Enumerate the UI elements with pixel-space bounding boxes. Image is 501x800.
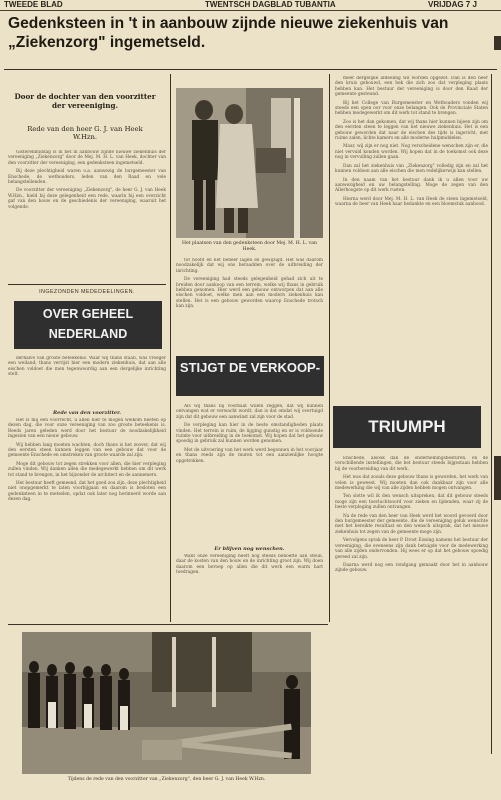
photo-speech-crowd-image: [22, 632, 311, 774]
column-rule-1: [170, 74, 171, 622]
advert-box-label: INGEZONDEN MEDEDEELINGEN.: [39, 289, 135, 295]
masthead-left: TWEEDE BLAD: [4, 0, 63, 9]
masthead: [0, 0, 501, 11]
article-column-1-text-3: Het is mij een voorrecht, u allen hier te mogen welkom heeten op dezen dag, die voor onze vereeniging van zoo groote beteekenis is. Reeds jaren geleden werd door het bestuur de noodzakelijkheid ingezien van een nieuw gebouw. Wij hebben lang moeten wachten, doch thans is het zoover, dat wij den eersten steen kunnen leggen van een gebouw dat voor de gemeente Enschede en omstreken van groote waarde zal zijn. Moge dit gebouw tot zegen strekken voor allen, die hier verpleging zullen vinden. Wij danken allen die medegewerkt hebben om dit werk tot stand te brengen, in het bijzonder de architect en de aannemers. Het bestuur heeft gemeend, dat het goed zou zijn, deze plechtigheid niet onopgemerkt te laten voorbijgaan en daarom is besloten een gedenksteen in te metselen, opdat ook later nog herinnerd worde aan dezen dag.: [8, 418, 166, 503]
headline-rule: [4, 69, 497, 70]
photo-laying-stone-image: [176, 88, 323, 238]
photo-speech-crowd: [22, 632, 311, 774]
photo-speech-crowd-caption: Tijdens de rede van den voorzitter van „Ziekenzorg", den heer G. J. van Heek W.Hzn.: [67, 777, 266, 782]
photo-laying-stone-caption: Het plaatsen van den gedenksteen door Mej. M. H. L. van Heek.: [182, 241, 317, 252]
article-column-1-text: Gisterenmiddag is in het in aanbouw zijnde nieuwe ziekenhuis der vereeniging „Ziekenzorg" door de Mej. M. H. L. van Heek, dochter van den voorzitter der vereeniging, een gedenksteen ingemetseld. Bij deze plechtigheid waren o.a. aanwezig de burgemeester van Enschede, de wethouders, leden van den Raad en vele belangstellenden. De voorzitter der vereeniging „Ziekenzorg", de heer G. J. van Heek W.Hzn., hield bij deze gelegenheid een rede, waarin hij een overzicht gaf van den bouw en de geschiedenis der vereeniging, waaruit het volgende.: [8, 150, 166, 210]
masthead-center: TWENTSCH DAGBLAD TUBANTIA: [205, 0, 336, 9]
article-column-1-text-2: derhalve van groote beteekenis. Waar wij thans staan, was vroeger een weiland; thans verrijst hier een modern ziekenhuis, dat aan alle eischen voldoet die men tegenwoordig aan een dergelijke inrichting stelt.: [8, 356, 166, 378]
section-heading-woorden: Er blijven nog wenschen.: [214, 546, 285, 552]
article-column-2-text-2: Als wij thans bij voorbaat willen zeggen, dat wij kunnen ontvangen wat er verwacht wordt, dan is dat omdat wij overtuigd zijn dat dit gebouw een aanwinst zal zijn voor de stad. De verpleging kan hier in de beste omstandigheden plaats vinden. Het terrein is ruim, de ligging gunstig en er is voldoende ruimte voor uitbreiding in de toekomst. Wij hopen dat het gebouw spoedig in gebruik zal kunnen worden genomen. Met de uitvoering van het werk werd begonnen in het voorjaar en thans reeds zijn de muren tot een aanzienlijke hoogte opgetrokken.: [176, 404, 323, 464]
advert-over-geheel-nederland: OVER GEHEEL NEDERLAND: [14, 301, 162, 349]
advert-triumph: TRIUMPH: [333, 406, 481, 448]
column-rule-3: [491, 74, 492, 754]
next-column-fragment: [494, 36, 501, 50]
article-column-3-text: meer dergelijke afdeeling wil worden opgezet. Dan is den heer den kruis gebouwd, een hek die zich zoo dat verpleging plaats hebben kan. Het bestuur der vereeniging is door den Raad der gemeente gesteund. Bij het College van Burgemeester en Wethouders vonden wij steeds een open oor voor onze belangen. Ook de Provinciale Staten hebben medegewerkt om dit werk tot stand te brengen. Zoo is het dan gekomen, dat wij thans hier kunnen bijeen zijn om den eersten steen te leggen van het nieuwe ziekenhuis. Het is een gebouw geworden dat naar de eischen des tijds is ingericht, met ruime zalen, lichte kamers en alle moderne hulpmiddelen. Maar, wij zijn er nog niet. Nog verscheidene wenschen zijn er, die niet vervuld konden worden. Wij hopen dat in de toekomst ook deze nog in vervulling zullen gaan. Dan zal het ziekenhuis van „Ziekenzorg" volledig zijn en zal het kunnen voldoen aan alle eischen die men redelijkerwijs kan stellen. In den naam van het bestuur dank ik u allen voor uw aanwezigheid en uw belangstelling. Moge de zegen van den Allerhoogste op dit werk rusten. Hierna werd door Mej. M. H. L. van Heek de steen ingemetseld, waarna de heer van Heek haar bedankte en een bloemstuk aanbood.: [335, 76, 488, 208]
article-subhead: Door de dochter van den voorzitter der vereeniging.: [14, 92, 156, 110]
photo-bottom-rule: [8, 624, 328, 625]
box-rule-top: [8, 284, 166, 285]
article-byline: Rede van den heer G. J. van Heek W.Hzn.: [27, 125, 143, 142]
photo-laying-stone: [176, 88, 323, 238]
advert-stijgt-de-verkoop: STIJGT DE VERKOOP-: [176, 356, 324, 396]
column-rule-2: [329, 74, 330, 622]
headline: Gedenksteen in 't in aanbouw zijnde nieuwe ziekenhuis van „Ziekenzorg" ingemetseld.: [8, 15, 449, 51]
article-column-2-text-3: Want onze vereeniging heeft nog steeds behoefte aan steun, daar de kosten van den bouw en de inrichting groot zijn. Wij doen daarom een beroep op allen die dit werk een warm hart toedragen.: [176, 554, 323, 576]
section-heading-rede: Rede van den voorzitter.: [53, 410, 121, 416]
next-column-ad-fragment: [494, 456, 501, 500]
article-column-3-text-2: Enschede, alsook dan de ondernemingsbesturen, en de verschillende instellingen, die het bestuur steeds bijgestaan hebben bij de voorbereiding van dit werk. Het was dat zooals deze gebouw thans is geworden, het werk van velen is geweest. Wij moeten dan ook dankbaar zijn voor alle medewerking die wij van alle zijden hebben mogen ontvangen. Ten slotte wil ik den wensch uitspreken, dat dit gebouw steeds moge zijn een toevluchtsoord voor zieken en lijdenden, waar zij de beste verpleging zullen ontvangen. Na de rede van den heer van Heek werd het woord gevoerd door den burgemeester der gemeente, die de vereeniging geluk wenschte met het bereikte resultaat en den wensch uitsprak, dat het nieuwe ziekenhuis tot zegen van de gemeente moge zijn. Vervolgens sprak de heer P. Drost Eissing namens het bestuur der vereeniging, die eveneens zijn dank betuigde voor de medewerking van alle zijden ondervonden. Hij wees er op dat het gebouw spoedig gereed zal zijn. Daarna werd nog een rondgang gemaakt door het in aanbouw zijnde gebouw.: [335, 456, 488, 574]
masthead-right: VRIJDAG 7 J: [428, 0, 477, 9]
article-column-2-text: tot hoofd en het beheer lagen en gewijzigd. Het was daarom noodzakelijk dat wij ons beraadden over de uitbreiding der inrichting. De vereeniging had steeds gelegenheid gehad zich uit te breiden door aankoop van een terrein, welke wij thans in gebruik hebben genomen. Hier werd een gebouw ontworpen dat aan alle eischen voldoet, welke men aan een modern ziekenhuis kan stellen. Het is een gebouw geworden waarop Enschede trotsch kan zijn.: [176, 258, 323, 310]
